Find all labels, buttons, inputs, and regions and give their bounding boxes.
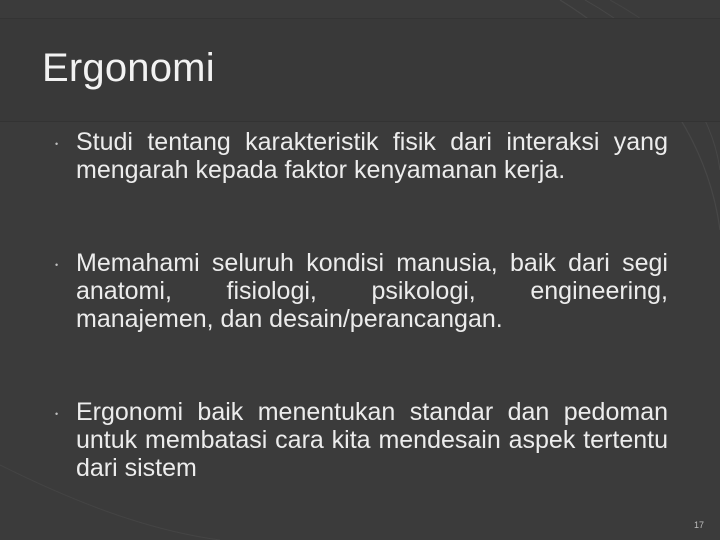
bullet-icon: •: [55, 409, 59, 419]
bullet-item: [54, 398, 668, 482]
bullet-text: Memahami seluruh kondisi manusia, baik dari segi anatomi, fisiologi, psikologi, engineering, manajemen, dan desain/perancangan.: [76, 249, 668, 333]
page-number: 17: [693, 520, 704, 530]
bullet-item: [54, 128, 668, 212]
slide-title: Ergonomi: [42, 46, 215, 90]
bullet-list: [54, 128, 668, 519]
bullet-item: [54, 249, 668, 361]
bullet-text: Studi tentang karakteristik fisik dari interaksi yang mengarah kepada faktor kenyamanan kerja.: [76, 128, 668, 184]
bullet-icon: •: [55, 139, 59, 149]
bullet-text: Ergonomi baik menentukan standar dan pedoman untuk membatasi cara kita mendesain aspek tertentu dari sistem: [76, 398, 668, 482]
bullet-icon: •: [55, 260, 59, 270]
